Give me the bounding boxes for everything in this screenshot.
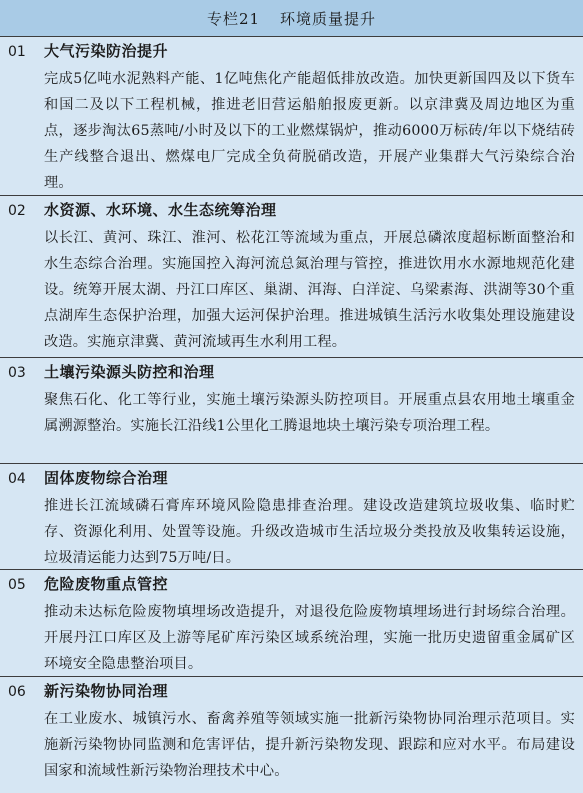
section-body: 在工业废水、城镇污水、畜禽养殖等领域实施一批新污染物协同治理示范项目。实施新污染物协同监测和危害评估，提升新污染物发现、跟踪和应对水平。布局建设国家和流域性新污染物治理技术中心。 — [44, 711, 575, 779]
box-title — [0, 0, 583, 36]
section-solid-waste — [0, 463, 583, 569]
section-heading: 固体废物综合治理 — [44, 469, 169, 487]
section-heading: 新污染物协同治理 — [44, 682, 169, 700]
section-body: 以长江、黄河、珠江、淮河、松花江等流域为重点，开展总磷浓度超标断面整治和水生态综合治理。实施国控入海河流总氮治理与管控，推进饮用水水源地规范化建设。统筹开展太湖、丹江口库区、巢湖、洱海、白洋淀、乌梁素海、洪湖等30个重点湖库生态保护治理，加强大运河保护治理。推进城镇生活污水收集处理设施建设改造。实施京津冀、黄河流域再生水利用工程。 — [44, 230, 575, 350]
section-soil — [0, 357, 583, 463]
box-title-text: 环境质量提升 — [280, 9, 377, 28]
section-number: 06 — [8, 684, 26, 700]
section-body: 完成5亿吨水泥熟料产能、1亿吨焦化产能超低排放改造。加快更新国四及以下货车和国二及以下工程机械，推进老旧营运船舶报废更新。以京津冀及周边地区为重点，逐步淘汰65蒸吨/小时及以下的工业燃煤锅炉，推动6000万标砖/年以下烧结砖生产线整合退出、燃煤电厂完成全负荷脱硝改造，开展产业集群大气污染综合治理。 — [44, 71, 575, 191]
section-number: 03 — [8, 365, 26, 381]
section-body: 聚焦石化、化工等行业，实施土壤污染源头防控项目。开展重点县农用地土壤重金属溯源整治。实施长江沿线1公里化工腾退地块土壤污染专项治理工程。 — [44, 392, 575, 434]
section-heading: 大气污染防治提升 — [44, 42, 169, 60]
section-heading: 土壤污染源头防控和治理 — [44, 363, 215, 381]
section-new-pollutants — [0, 676, 583, 793]
section-hazardous-waste — [0, 569, 583, 676]
section-air — [0, 36, 583, 195]
section-heading: 水资源、水环境、水生态统筹治理 — [44, 201, 277, 219]
section-body: 推进长江流域磷石膏库环境风险隐患排查治理。建设改造建筑垃圾收集、临时贮存、资源化利用、处置等设施。升级改造城市生活垃圾分类投放及收集转运设施，垃圾清运能力达到75万吨/日。 — [44, 498, 575, 566]
section-body: 推动未达标危险废物填埋场改造提升，对退役危险废物填埋场进行封场综合治理。开展丹江口库区及上游等尾矿库污染区域系统治理，实施一批历史遗留重金属矿区环境安全隐患整治项目。 — [44, 604, 575, 672]
box-title-label: 专栏21 — [206, 9, 261, 28]
section-number: 04 — [8, 471, 26, 487]
section-heading: 危险废物重点管控 — [44, 575, 169, 593]
section-number: 02 — [8, 203, 26, 219]
section-number: 05 — [8, 577, 26, 593]
section-number: 01 — [8, 44, 26, 60]
section-water — [0, 195, 583, 357]
